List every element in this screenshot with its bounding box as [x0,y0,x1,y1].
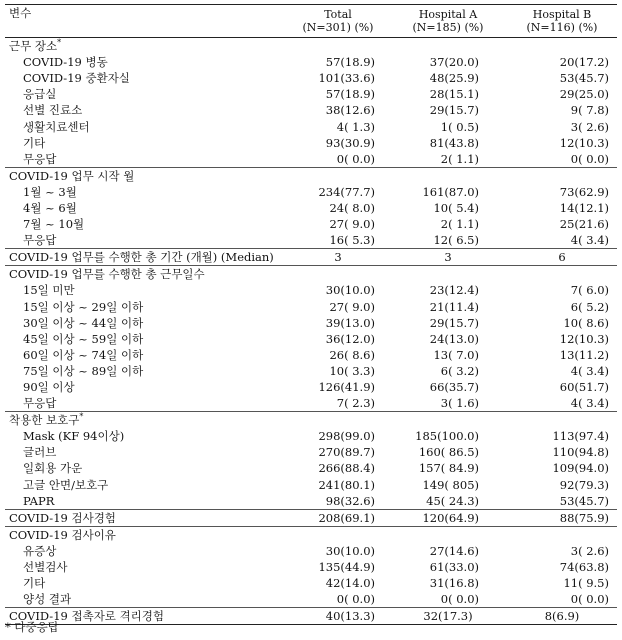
row-label: 30일 이상 ~ 44일 이하 [23,315,144,330]
cell-hospital-b: 109(94.0) [552,461,609,476]
cell-hospital-a: 24(13.0) [429,331,479,346]
table-row [5,428,617,444]
cell-total: 24( 8.0) [329,200,375,215]
cell-hospital-a: 21(11.4) [429,299,479,314]
row-label: 무응답 [23,151,57,166]
cell-total: 27( 9.0) [329,299,375,314]
cell-hospital-b: 0( 0.0) [570,151,609,166]
cell-hospital-a: 2( 1.1) [440,217,479,232]
table-row [5,395,617,412]
cell-hospital-b: 88(75.9) [507,509,617,526]
cell-total: 241(80.1) [318,477,375,492]
table-row [5,151,617,168]
table-row [5,200,617,216]
cell-hospital-b: 3( 2.6) [570,543,609,558]
cell-total: 57(18.9) [325,87,375,102]
cell-hospital-b: 74(63.8) [559,560,609,575]
cell-total: 57(18.9) [325,55,375,70]
cell-total: 26( 8.6) [329,347,375,362]
cell-total: 30(10.0) [325,283,375,298]
row-label: 60일 이상 ~ 74일 이하 [23,347,144,362]
cell-hospital-a: 48(25.9) [429,71,479,86]
cell-hospital-b: 29(25.0) [559,87,609,102]
table-row [5,444,617,460]
single-row [5,249,617,266]
table-row [5,493,617,510]
cell-hospital-b: 4( 3.4) [570,396,609,411]
cell-hospital-a: 28(15.1) [429,87,479,102]
cell-total: 98(32.6) [325,493,375,508]
cell-hospital-a: 3( 1.6) [440,396,479,411]
row-label: 응급실 [23,87,57,102]
table-row [5,331,617,347]
table-row [5,184,617,200]
cell-hospital-b: 92(79.3) [559,477,609,492]
cell-total: 93(30.9) [325,135,375,150]
cell-total: 101(33.6) [318,71,375,86]
cell-total: 126(41.9) [318,380,375,395]
row-label: 기타 [23,135,46,150]
section-title-row [5,412,617,429]
cell-total: 208(69.1) [287,509,389,526]
cell-total: 42(14.0) [325,576,375,591]
cell-total: 135(44.9) [318,560,375,575]
cell-hospital-a: 120(64.9) [389,509,507,526]
cell-hospital-b: 9( 7.8) [570,103,609,118]
table-row [5,379,617,395]
cell-hospital-b: 110(94.8) [552,445,609,460]
single-row [5,608,617,625]
cell-hospital-a: 157( 84.9) [418,461,479,476]
cell-hospital-b: 6 [507,249,617,266]
cell-hospital-a: 149( 805) [422,477,479,492]
row-label: 15일 이상 ~ 29일 이하 [23,299,144,314]
table-row [5,543,617,559]
row-label: 무응답 [23,396,57,411]
cell-total: 0( 0.0) [336,151,375,166]
section-title-row [5,167,617,184]
cell-hospital-a: 66(35.7) [429,380,479,395]
cell-hospital-a: 160( 86.5) [418,445,479,460]
cell-hospital-b: 53(45.7) [559,71,609,86]
row-label: COVID-19 검사경험 [5,509,287,526]
cell-hospital-b: 0( 0.0) [570,592,609,607]
row-label: 90일 이상 [23,380,75,395]
section-title: COVID-19 업무 시작 월 [5,167,617,184]
cell-hospital-a: 29(15.7) [429,103,479,118]
cell-total: 266(88.4) [318,461,375,476]
row-label: 선별검사 [23,560,68,575]
cell-total: 16( 5.3) [329,233,375,248]
footnote: * 다중응답 [5,620,59,634]
cell-total: 36(12.0) [325,331,375,346]
table-row [5,282,617,298]
table-row [5,460,617,476]
results-table [5,4,617,625]
cell-total: 234(77.7) [318,184,375,199]
cell-total: 298(99.0) [318,429,375,444]
table-row [5,102,617,118]
cell-hospital-b: 113(97.4) [552,429,609,444]
cell-hospital-a: 2( 1.1) [440,151,479,166]
row-label: COVID-19 접촉자로 격리경험 [5,608,287,625]
cell-hospital-a: 10( 5.4) [433,200,479,215]
cell-hospital-b: 7( 6.0) [570,283,609,298]
row-label: 일회용 가운 [23,461,83,476]
table-row [5,575,617,591]
header-total: Total (N=301) (%) [287,5,389,38]
table-row [5,86,617,102]
header-hospital-b: Hospital B (N=116) (%) [507,5,617,38]
table-row [5,135,617,151]
row-label: 4월 ~ 6월 [23,200,77,215]
cell-hospital-a: 185(100.0) [415,429,479,444]
cell-hospital-b: 14(12.1) [559,200,609,215]
row-label: 무응답 [23,233,57,248]
cell-hospital-b: 4( 3.4) [570,363,609,378]
cell-hospital-a: 23(12.4) [429,283,479,298]
cell-hospital-b: 73(62.9) [559,184,609,199]
cell-hospital-b: 60(51.7) [559,380,609,395]
table-row [5,477,617,493]
row-label: 고글 안면/보호구 [23,477,109,492]
row-label: COVID-19 병동 [23,55,108,70]
row-label: PAPR [23,493,55,508]
cell-hospital-b: 53(45.7) [559,493,609,508]
cell-hospital-a: 61(33.0) [429,560,479,575]
row-label: 생활치료센터 [23,119,90,134]
row-label: 7월 ~ 10월 [23,217,85,232]
table-row [5,54,617,70]
section-title-row [5,266,617,283]
cell-hospital-a: 45( 24.3) [426,493,479,508]
table-row [5,347,617,363]
cell-total: 40(13.3) [287,608,389,625]
cell-hospital-a: 161(87.0) [422,184,479,199]
cell-hospital-a: 29(15.7) [429,315,479,330]
section-title: 근무 장소* [5,38,617,55]
row-label: 유증상 [23,543,57,558]
row-label: 글러브 [23,445,57,460]
cell-hospital-b: 10( 8.6) [563,315,609,330]
table-row [5,559,617,575]
table-header [5,5,617,38]
cell-hospital-b: 11( 9.5) [563,576,609,591]
cell-hospital-a: 3 [389,249,507,266]
cell-hospital-b: 25(21.6) [559,217,609,232]
table-row [5,315,617,331]
section-title-row [5,38,617,55]
section-title: COVID-19 업무를 수행한 총 근무일수 [5,266,617,283]
row-label: COVID-19 중환자실 [23,71,130,86]
table-row [5,118,617,134]
cell-hospital-b: 13(11.2) [559,347,609,362]
header-hospital-a: Hospital A (N=185) (%) [389,5,507,38]
section-title-row [5,526,617,543]
cell-hospital-a: 81(43.8) [429,135,479,150]
row-label: 75일 이상 ~ 89일 이하 [23,363,144,378]
table-row [5,299,617,315]
table-row [5,70,617,86]
cell-hospital-a: 32(17.3) [389,608,507,625]
cell-hospital-a: 0( 0.0) [440,592,479,607]
cell-hospital-b: 8(6.9) [507,608,617,625]
header-variable: 변수 [5,5,287,38]
single-row [5,509,617,526]
cell-hospital-a: 13( 7.0) [433,347,479,362]
cell-total: 7( 2.3) [336,396,375,411]
section-title: COVID-19 검사이유 [5,526,617,543]
cell-total: 270(89.7) [318,445,375,460]
cell-hospital-a: 37(20.0) [429,55,479,70]
row-label: 15일 미만 [23,283,75,298]
cell-total: 27( 9.0) [329,217,375,232]
cell-hospital-b: 12(10.3) [559,135,609,150]
cell-hospital-b: 20(17.2) [559,55,609,70]
cell-hospital-b: 3( 2.6) [570,119,609,134]
row-label: COVID-19 업무를 수행한 총 기간 (개월) (Median) [5,249,287,266]
cell-total: 38(12.6) [325,103,375,118]
cell-hospital-b: 12(10.3) [559,331,609,346]
cell-total: 3 [287,249,389,266]
row-label: 양성 결과 [23,592,72,607]
row-label: 45일 이상 ~ 59일 이하 [23,331,144,346]
cell-hospital-a: 31(16.8) [429,576,479,591]
cell-hospital-b: 6( 5.2) [570,299,609,314]
cell-total: 4( 1.3) [336,119,375,134]
row-label: 1월 ~ 3월 [23,184,77,199]
cell-hospital-a: 6( 3.2) [440,363,479,378]
cell-total: 30(10.0) [325,543,375,558]
cell-hospital-a: 12( 6.5) [433,233,479,248]
table-row [5,591,617,608]
row-label: Mask (KF 94이상) [23,429,125,444]
table-row [5,216,617,232]
cell-hospital-b: 4( 3.4) [570,233,609,248]
cell-total: 0( 0.0) [336,592,375,607]
table-row [5,363,617,379]
row-label: 선별 진료소 [23,103,83,118]
row-label: 기타 [23,576,46,591]
table-row [5,232,617,249]
cell-hospital-a: 1( 0.5) [440,119,479,134]
cell-total: 39(13.0) [325,315,375,330]
cell-total: 10( 3.3) [329,363,375,378]
cell-hospital-a: 27(14.6) [429,543,479,558]
section-title: 착용한 보호구* [5,412,617,429]
